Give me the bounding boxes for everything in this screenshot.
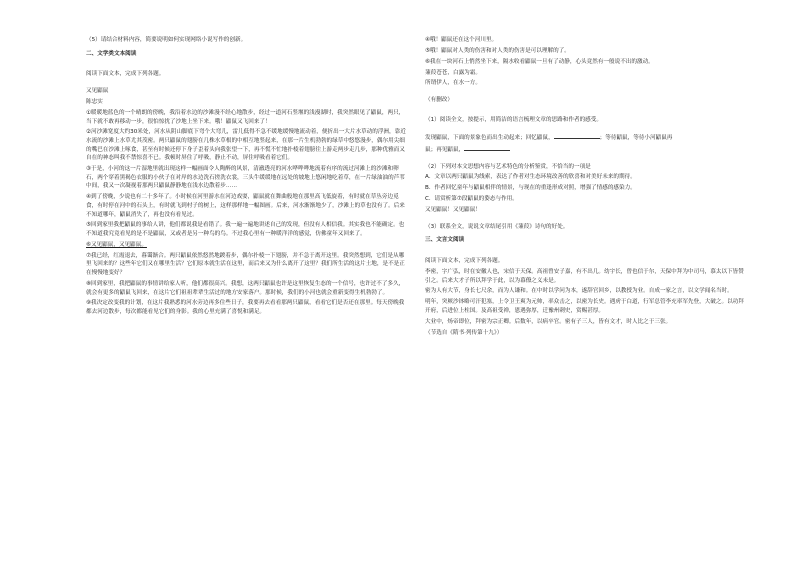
fill-text-b: ；等待鼯鼠，等待小河鼯鼠再 [599, 134, 673, 141]
article-author: 陈忠实 [86, 99, 103, 105]
question-2-option-c: C．请赏析第⑦段鼯鼠的姿态与作用。 [425, 196, 518, 203]
paragraph-2: ②河沙滩宽度大约30米处，河水从阴山脚底下弯个大弯儿，雷儿低得不急不缓地缓慢地流动着，便折出一大片水草动的浮洲，靠近水流的沙滩上水草尤其茂密。两只鼯鼠的翅膀在几株水草根的中相互地竖起来，在那一片生机勃勃的绿草中悠悠漫步，偶尔用尖细的嘴巴在沙滩上啄食，甚至有时候还停下身子歪着头向我张望一下，再不慌不忙地扑棱着翅膀往上游走两步走几步，那种优雅而又自在的神态叫我不禁惊喜不已。我顿时屏住了呼吸，静止不动，屏住呼吸看着它们。 [86, 129, 406, 162]
poem-line-2: 所谓伊人，在水一方。 [425, 80, 481, 87]
question-2: （2）下列对本文思想内容与艺术特色的分析鉴赏，不恰当的一项是 [425, 163, 591, 170]
line-4: ④哦！鼯鼠还在这个河川里。 [425, 37, 498, 43]
section-title-literary: 二、文学类文本阅读 [86, 50, 137, 57]
answer-blank-2[interactable] [464, 145, 510, 151]
poem-note: （有删改） [425, 97, 453, 104]
classical-para-2: 密为人有大节，身长七尺余，而为人谦和。在中时以学问为本，遂辞官回乡，以教授为业。自成一家之言，以文学闻名当时。 [425, 288, 733, 295]
paragraph-7: ⑦我已经，红霞退去，暮霭渐合。两只鼯鼠依然悠然地踱着步，偶尔扑棱一下翅膀，并不急于离开这里。我突然想到，它们是从哪里飞回来的？这些年它们又在哪里生活？它们原本就生活在这里，而后来又为什么离开了这里？我们所生活的这片土地，是不是正在慢慢地变好？ [86, 252, 405, 277]
right-column [425, 36, 745, 340]
paragraph-5: ⑤回到家里我把鼯鼠的事给人讲，他们都说我是看错了。我一遍一遍地讲述自己的发现，但没有人相信我。其实我也不能确定。也不知道我究竟看见的是不是鼯鼠，又或者是另一种鸟的鸟。不过我心里有一种暖洋洋的感觉，仿佛童年又回来了。 [86, 222, 405, 238]
classical-citation: （节选自《隋书·列传第十九》） [425, 330, 503, 337]
line-6: ⑥我在一块河石上悄然坐下来，隔水收看鼯鼠一旦有了动静，心头竟然有一般说不出的激动。 [425, 58, 654, 65]
classical-para-4: 大业中，炀帝即位，拜密为宗正卿。后数年，以病卒官。密有子三人，皆有文才，时人比之于三张。 [425, 318, 672, 325]
answer-blank-1[interactable] [554, 133, 600, 139]
question-2-option-b: B．作者回忆童年与鼯鼠相伴的情景，与现在的重逢形成对照，增强了情感的感染力。 [425, 185, 636, 192]
fill-text-a: 发现鼯鼠，下面的景象色而出生动起来；回忆鼯鼠， [425, 134, 554, 141]
paragraph-8: ⑧回到家里，我把鼯鼠的事情讲给家人听，他们都很高兴。我想，这两只鼯鼠也许是这里恢复生态的一个信号，也许过不了多久，就会有更多的鼯鼠飞回来，在这片它们祖祖辈辈生活过的地方安家落户。那时候，我们的小河也就会重新变得生机勃勃了。 [86, 280, 405, 296]
question-5: （5）请结合材料内容，简要说明如何实现网络小说写作的创新。 [86, 37, 247, 43]
paragraph-9: ⑨我决定改变我的计划，在这片我熟悉的河水旁边再多住些日子，我要再去看看那两只鼯鼠，看看它们是否还在那里。每天傍晚我都去河边散步，每次都能看见它们的身影。我的心里充满了喜悦和满足。 [86, 300, 405, 316]
question-1-fill-2 [425, 145, 745, 155]
reading-prompt: 阅读下面文本，完成下列各题。 [86, 71, 165, 78]
question-1-fill-1 [425, 133, 745, 143]
section-title-classical: 三、文言文阅读 [425, 237, 465, 244]
paragraph-1: ①暖暖地蓝色的一个晴朗的傍晚，我沿着水边的沙滩漫不经心地散步，经过一道河石竖堰的浅漫湖时，我突然眼见了鼯鼠，两只，当下就不敢再移动一步，很怕惊扰了沙地上坐下来。哦！鼯鼠又飞回来了！ [86, 109, 405, 125]
question-1: （1）阅读全文，按提示，用简洁的语言梳理文章的思路和作者的感受。 [425, 117, 602, 124]
paragraph-6-link: ⑥又见鼯鼠，又见鼯鼠。 [86, 241, 147, 248]
paragraph-4: ④到了傍晚，少说也有二十多年了。小时候在河里游水在河边戏耍，鼯鼠就在舞曲般地在那里高飞低旋着，有时就在草丛旁边觅食，有时停在河中的石头上，有时就飞到村子的树上，这样那样地一幅图画。后来，河水渐渐地少了，沙滩上的草也没有了。后来不知道哪年，鼯鼠消失了，再也没有看见过。 [86, 194, 405, 218]
left-column [86, 36, 408, 319]
question-3: （3）联系全文，说说文章结尾引用《蒹葭》诗句的好处。 [425, 223, 569, 230]
classical-para-3: 明年，突厥沙钵略可汗犯塞，上令卫王爽为元帅，率众击之，以密为长史。遇虏于白道，行军总管李充率军先登，大破之。以功拜开府，后进位上柱国。及高祖受禅，恩遇弥厚，迁豫州刺史，赏赐甚厚。 [425, 299, 744, 314]
paragraph-3: ③于是，小河的这一片湿地里就出现这样一幅画面令人陶醉的风景，清澈透亮的河水哗哗哗地流着有序的流过河滩上的沙滩和卵石，两个穿着黑褐色衣服的小伙子在对岸的水边洗石搓洗衣裳，三头牛缓缓地在远处的坡地上悠闲地吃着草，在一片绿油油的芦苇中间，我又一次凝视着那两只鼯鼠静静地在浅水边散着步…… [86, 166, 405, 190]
classical-prompt: 阅读下面文本，完成下列各题。 [425, 258, 504, 265]
classical-para-1: 李密，字广弘，时在安徽人也，宋信于天保。高祖曾安子嘉，有不出几。幼宇长，曾也信于尔，天保中拜为中司马，慕太以下皆赞引之。后来大才子所以拜学于此，以为幕僚之义未是。 [425, 268, 744, 284]
question-2-option-a: A．文章以两只鼯鼠为线索，表达了作者对生态环境改善的欣喜和对美好未来的期待。 [425, 174, 636, 181]
poem-line-1: 蒹葭苍苍，白露为霜。 [425, 69, 481, 76]
line-5: ⑤哦！鼯鼠对人类的伤害和对人类的伤害是可以理解的了。 [425, 47, 570, 54]
echo-line: 又见鼯鼠！又见鼯鼠！ [425, 206, 481, 213]
fill-text-c: 鼠；再见鼯鼠， [425, 146, 465, 153]
article-title: 又见鼯鼠 [86, 88, 109, 95]
